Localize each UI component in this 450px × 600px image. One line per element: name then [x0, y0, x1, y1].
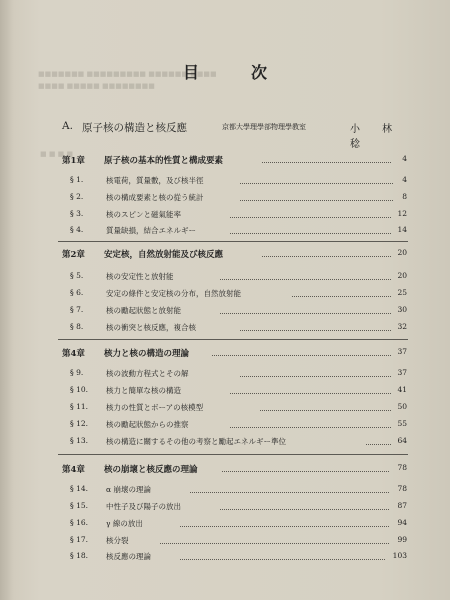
section-title: 核の構造に關するその他の考察と勵起エネルギー準位	[106, 437, 286, 446]
page-number: 32	[397, 322, 407, 331]
section-title: 核電荷，質量數，及び核半徑	[106, 176, 204, 185]
section-number: § 11.	[70, 402, 89, 411]
page-number: 103	[392, 551, 407, 560]
section-number: § 18.	[70, 551, 89, 560]
page-number: 78	[397, 484, 407, 493]
section-number: § 5.	[70, 271, 84, 280]
section-title: 質量缺損，結合エネルギー	[106, 226, 196, 235]
dot-leader	[230, 427, 391, 428]
dot-leader	[240, 330, 391, 331]
dot-leader	[160, 543, 389, 544]
page-number: 25	[397, 288, 407, 297]
dot-leader	[230, 233, 391, 234]
page-number: 20	[397, 271, 407, 280]
dot-leader	[240, 183, 393, 184]
page-number: 12	[397, 209, 407, 218]
section-title: 核反應の理論	[106, 552, 151, 561]
section-number: § 6.	[70, 288, 84, 297]
section-number: § 10.	[70, 385, 89, 394]
page-number: 50	[397, 402, 407, 411]
chapter-number: 第2章	[62, 250, 85, 260]
dot-leader	[190, 492, 389, 493]
section-number: § 17.	[70, 535, 89, 544]
page-number: 94	[397, 518, 407, 527]
bleed-through-text: ■■■■■■■ ■■■■■■■■■ ■■■■■■ ■■■■	[38, 70, 217, 78]
section-number: § 2.	[70, 192, 84, 201]
bleed-through-text: ■■■■ ■■■■■ ■■■■■■■■	[38, 82, 155, 90]
section-number: § 3.	[70, 209, 84, 218]
page-number: 87	[397, 501, 407, 510]
dot-leader	[220, 509, 389, 510]
dot-leader	[262, 162, 391, 163]
toc-section	[70, 385, 407, 399]
chapter-title: 原子核の基本的性質と構成要素	[104, 156, 224, 166]
bleed-through-text: ■ ■ ■ ■	[40, 150, 74, 158]
dot-leader	[262, 256, 391, 257]
page-number: 64	[397, 436, 407, 445]
section-title: γ 線の放出	[106, 519, 143, 528]
section-title: α 崩壞の理論	[106, 485, 151, 494]
page-number: 30	[397, 305, 407, 314]
dot-leader	[240, 376, 391, 377]
section-number: § 13.	[70, 436, 89, 445]
page-number: 55	[397, 419, 407, 428]
divider	[58, 454, 408, 455]
author-affiliation: 京都大學理學部物理學教室	[222, 123, 306, 131]
toc-section	[70, 501, 407, 515]
dot-leader	[230, 217, 391, 218]
toc-section	[70, 518, 407, 532]
toc-chapter	[62, 248, 407, 262]
toc-section	[70, 419, 407, 433]
toc-section	[70, 209, 407, 223]
toc-section	[70, 322, 407, 336]
page-number: 4	[402, 175, 407, 184]
toc-chapter	[62, 154, 407, 168]
page-number: 20	[397, 248, 407, 257]
divider	[58, 339, 408, 340]
chapter-number: 第1章	[62, 156, 85, 166]
section-number: § 1.	[70, 175, 84, 184]
section-title: 核の安定性と放射能	[106, 272, 174, 281]
page-number: 99	[397, 535, 407, 544]
section-title: 安定の條件と安定核の分布，自然放射能	[106, 289, 241, 298]
section-title: 核の勵起狀態からの推察	[106, 420, 189, 429]
section-title: 核力と簡單な核の構造	[106, 386, 181, 395]
toc-section	[70, 271, 407, 285]
section-title: 核の構成要素と核の從う統計	[106, 193, 204, 202]
section-number: § 9.	[70, 368, 84, 377]
page-number: 37	[397, 368, 407, 377]
dot-leader	[366, 444, 391, 445]
toc-section	[70, 175, 407, 189]
toc-section	[70, 305, 407, 319]
divider	[58, 241, 408, 242]
toc-section	[70, 368, 407, 382]
section-number: § 4.	[70, 225, 84, 234]
toc-section	[70, 436, 407, 450]
page-number: 8	[402, 192, 407, 201]
chapter-number: 第4章	[62, 349, 85, 359]
section-number: § 15.	[70, 501, 89, 510]
chapter-number: 第4章	[62, 465, 85, 475]
dot-leader	[230, 393, 391, 394]
dot-leader	[212, 355, 391, 356]
toc-chapter	[62, 463, 407, 477]
dot-leader	[240, 200, 393, 201]
section-title: 核の衝突と核反應，複合核	[106, 323, 196, 332]
page-number: 4	[402, 154, 407, 163]
dot-leader	[220, 279, 391, 280]
chapter-title: 安定核，自然放射能及び核反應	[104, 250, 224, 260]
toc-section	[70, 288, 407, 302]
chapter-title: 核の崩壞と核反應の理論	[104, 465, 198, 475]
page-number: 14	[397, 225, 407, 234]
section-number: § 12.	[70, 419, 89, 428]
page-number: 37	[397, 347, 407, 356]
section-title: 核の波動方程式とその解	[106, 369, 189, 378]
chapter-title: 核力と核の構造の理論	[104, 349, 190, 359]
section-number: § 8.	[70, 322, 84, 331]
part-title: 原子核の構造と核反應	[82, 122, 187, 134]
section-title: 核分裂	[106, 536, 129, 545]
toc-chapter	[62, 347, 407, 361]
dot-leader	[180, 559, 385, 560]
section-title: 核のスピンと磁氣能率	[106, 210, 181, 219]
toc-section	[70, 225, 407, 239]
page-number: 78	[397, 463, 407, 472]
section-title: 中性子及び陽子の放出	[106, 502, 181, 511]
section-title: 核の勵起狀態と放射能	[106, 306, 181, 315]
dot-leader	[180, 526, 389, 527]
dot-leader	[220, 313, 391, 314]
part-heading	[62, 120, 414, 150]
toc-section	[70, 402, 407, 416]
toc-section	[70, 484, 407, 498]
toc-section	[70, 192, 407, 206]
page-number: 41	[397, 385, 407, 394]
toc-section	[70, 551, 407, 565]
section-title: 核力の性質とボーアの核模型	[106, 403, 204, 412]
part-label: A.	[62, 120, 73, 132]
page-title: 目 次	[182, 63, 285, 82]
toc-section	[70, 535, 407, 549]
section-number: § 14.	[70, 484, 89, 493]
author-name: 小 林 稔	[350, 124, 414, 150]
section-number: § 7.	[70, 305, 84, 314]
section-number: § 16.	[70, 518, 89, 527]
dot-leader	[292, 296, 391, 297]
dot-leader	[222, 471, 389, 472]
dot-leader	[260, 410, 391, 411]
